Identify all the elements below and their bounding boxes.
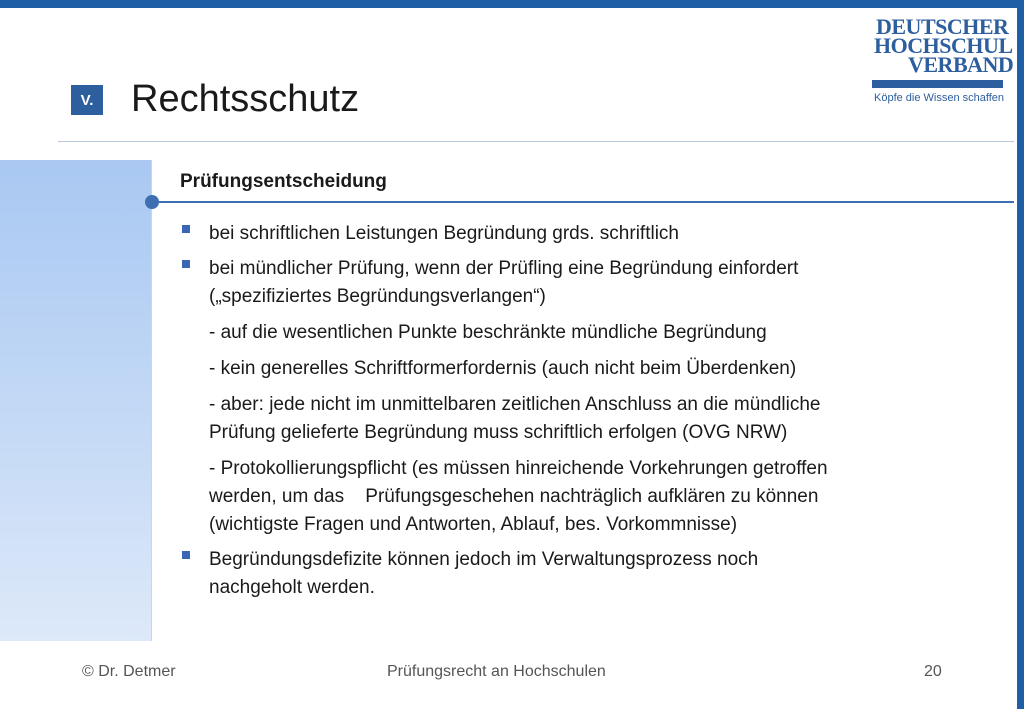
bullet-text: bei schriftlichen Leistungen Begründung grds. schriftlich <box>209 223 679 244</box>
divider-dot <box>145 195 159 209</box>
dash-text: (wichtigste Fragen und Antworten, Ablauf, bes. Vorkommnisse) <box>209 514 738 535</box>
dash-text: - auf die wesentlichen Punkte beschränkte mündliche Begründung <box>209 322 767 343</box>
logo-bar <box>872 80 1003 88</box>
dash-item <box>180 455 980 539</box>
dash-item <box>180 391 980 447</box>
section-badge: V. <box>71 85 103 115</box>
title-divider <box>58 141 1014 142</box>
square-bullet-icon <box>182 551 190 559</box>
logo-line-3: VERBAND <box>908 52 1014 77</box>
subheading: Prüfungsentscheidung <box>180 171 387 192</box>
square-bullet-icon <box>182 225 190 233</box>
dash-text: Prüfung gelieferte Begründung muss schriftlich erfolgen (OVG NRW) <box>209 422 788 443</box>
dash-text: - kein generelles Schriftformerfordernis (auch nicht beim Überdenken) <box>209 358 797 379</box>
footer-author: © Dr. Detmer <box>82 663 176 680</box>
bullet-item <box>180 255 980 311</box>
bullet-text: bei mündlicher Prüfung, wenn der Prüfling eine Begründung einfordert <box>209 258 799 279</box>
dhv-logo <box>866 14 1014 104</box>
logo-line-2: HOCHSCHUL <box>874 33 1013 58</box>
right-accent-bar <box>1017 0 1024 709</box>
top-accent-bar <box>0 0 1024 8</box>
bullet-item <box>180 220 980 248</box>
bullet-item <box>180 546 980 602</box>
footer-topic: Prüfungsrecht an Hochschulen <box>387 663 606 680</box>
bullet-text: („spezifiziertes Begründungsverlangen“) <box>209 286 546 307</box>
subheading-divider <box>152 201 1014 203</box>
content-body <box>180 220 980 602</box>
dash-item <box>180 319 980 347</box>
logo-tagline: Köpfe die Wissen schaffen <box>874 92 1005 104</box>
dash-item <box>180 355 980 383</box>
slide-title: Rechtsschutz <box>131 78 360 120</box>
bullet-text: Begründungsdefizite können jedoch im Verwaltungsprozess noch <box>209 549 759 570</box>
side-gradient-panel <box>0 160 152 641</box>
dash-text: - aber: jede nicht im unmittelbaren zeitlichen Anschluss an die mündliche <box>209 394 821 415</box>
logo-line-1: DEUTSCHER <box>876 14 1009 39</box>
dash-text: werden, um das Prüfungsgeschehen nachträglich aufklären zu können <box>209 486 819 507</box>
bullet-text: nachgeholt werden. <box>209 577 375 598</box>
square-bullet-icon <box>182 260 190 268</box>
page-number: 20 <box>924 663 942 680</box>
dash-text: - Protokollierungspflicht (es müssen hinreichende Vorkehrungen getroffen <box>209 458 828 479</box>
